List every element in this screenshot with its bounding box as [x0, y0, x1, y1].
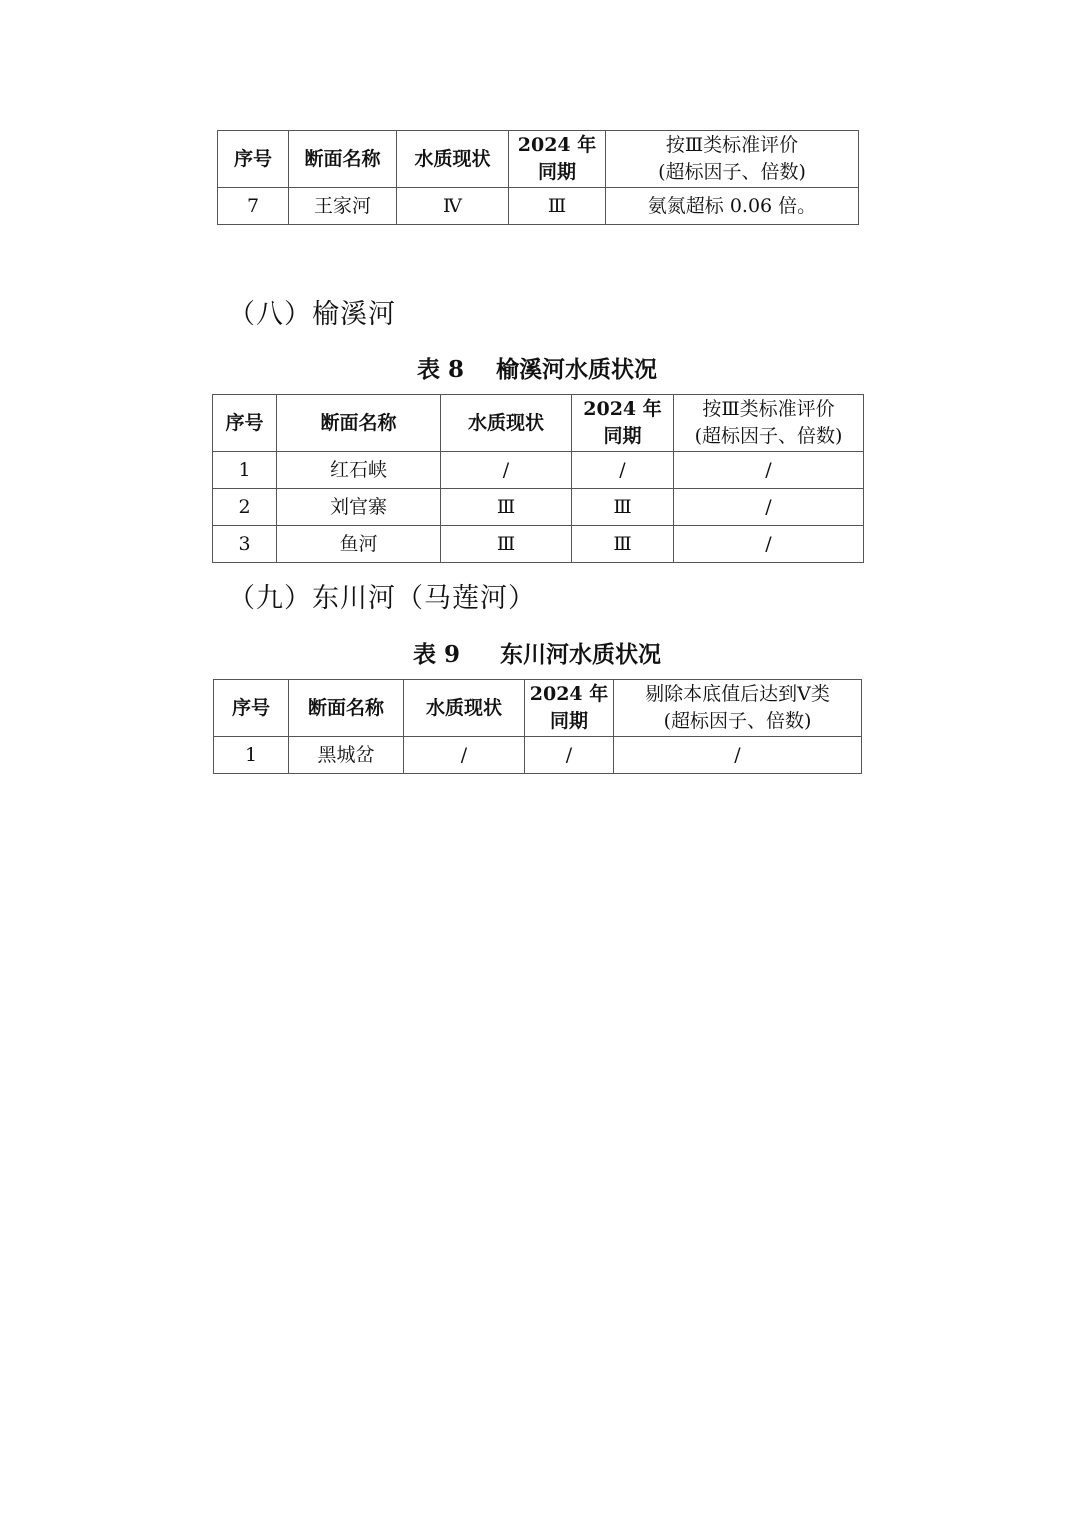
table-header-row — [218, 131, 859, 188]
cell: / — [614, 737, 862, 774]
table-row — [213, 452, 864, 489]
cell: / — [404, 737, 525, 774]
cell: / — [674, 526, 864, 563]
cell: Ⅲ — [572, 526, 674, 563]
table-header-row — [214, 680, 862, 737]
header-cell: 断面名称 — [277, 395, 441, 452]
cell: 黑城岔 — [289, 737, 404, 774]
header-cell: 序号 — [218, 131, 289, 188]
header-cell: 2024 年 同期 — [525, 680, 614, 737]
cell: 1 — [213, 452, 277, 489]
table-9 — [213, 679, 862, 774]
table-header-row — [213, 395, 864, 452]
cell: Ⅲ — [441, 489, 572, 526]
cell: 氨氮超标 0.06 倍。 — [606, 188, 859, 225]
header-cell: 序号 — [214, 680, 289, 737]
cell: / — [441, 452, 572, 489]
cell: 3 — [213, 526, 277, 563]
cell: 1 — [214, 737, 289, 774]
header-cell: 序号 — [213, 395, 277, 452]
header-cell: 按Ⅲ类标准评价 (超标因子、倍数) — [606, 131, 859, 188]
header-cell: 水质现状 — [397, 131, 509, 188]
cell: / — [674, 489, 864, 526]
header-cell: 水质现状 — [404, 680, 525, 737]
table-row — [214, 737, 862, 774]
cell: / — [525, 737, 614, 774]
table-8 — [212, 394, 864, 563]
cell: 鱼河 — [277, 526, 441, 563]
cell: / — [674, 452, 864, 489]
table-row — [218, 188, 859, 225]
table-caption-9: 表 9 东川河水质状况 — [412, 641, 662, 668]
cell: Ⅲ — [509, 188, 606, 225]
header-cell: 2024 年 同期 — [509, 131, 606, 188]
table-caption-8: 表 8 榆溪河水质状况 — [416, 356, 658, 383]
cell: 7 — [218, 188, 289, 225]
header-cell: 断面名称 — [289, 680, 404, 737]
table-7 — [217, 130, 859, 225]
table-row — [213, 489, 864, 526]
header-cell: 剔除本底值后达到Ⅴ类 (超标因子、倍数) — [614, 680, 862, 737]
cell: 王家河 — [289, 188, 397, 225]
cell: Ⅲ — [441, 526, 572, 563]
section-heading-9: （九）东川河（马莲河） — [228, 583, 536, 614]
header-cell: 水质现状 — [441, 395, 572, 452]
cell: Ⅳ — [397, 188, 509, 225]
header-cell: 按Ⅲ类标准评价 (超标因子、倍数) — [674, 395, 864, 452]
header-cell: 2024 年 同期 — [572, 395, 674, 452]
cell: Ⅲ — [572, 489, 674, 526]
section-heading-8: （八）榆溪河 — [228, 299, 396, 330]
cell: 红石峡 — [277, 452, 441, 489]
cell: 2 — [213, 489, 277, 526]
cell: / — [572, 452, 674, 489]
cell: 刘官寨 — [277, 489, 441, 526]
table-row — [213, 526, 864, 563]
header-cell: 断面名称 — [289, 131, 397, 188]
